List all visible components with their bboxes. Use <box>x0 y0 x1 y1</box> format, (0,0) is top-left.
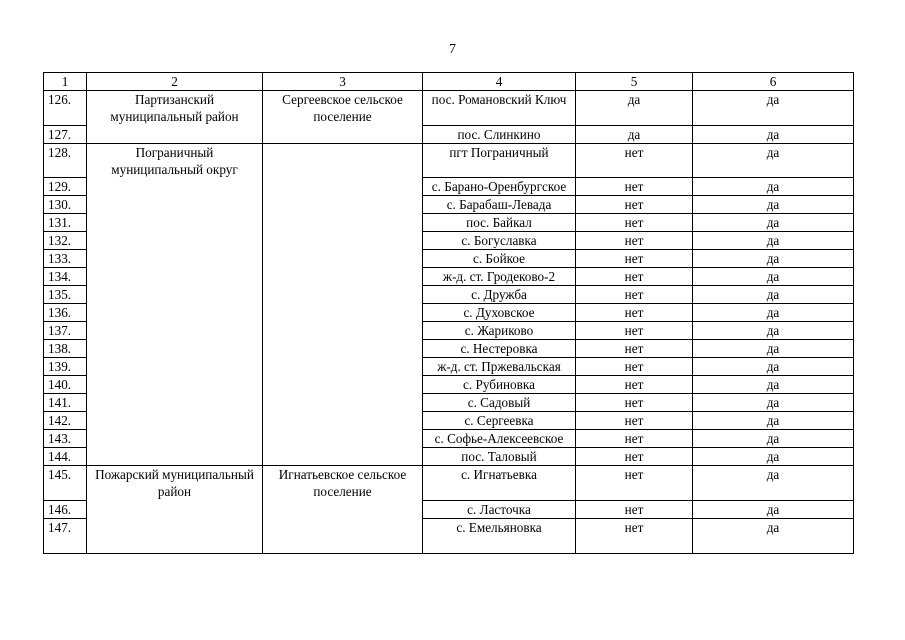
row-number: 131. <box>44 214 87 232</box>
col5-cell: нет <box>576 412 693 430</box>
locality-cell: с. Игнатьевка <box>423 466 576 501</box>
settlement-cell: Игнатьевское сельское поселение <box>263 466 423 501</box>
district-cell <box>87 500 263 518</box>
col6-cell: да <box>693 358 854 376</box>
col6-cell: да <box>693 143 854 178</box>
row-number: 138. <box>44 340 87 358</box>
col6-cell: да <box>693 125 854 143</box>
col6-cell: да <box>693 412 854 430</box>
district-cell: Пожарский муниципальный район <box>87 466 263 501</box>
row-number: 128. <box>44 143 87 178</box>
table-row <box>44 518 854 553</box>
settlement-cell <box>263 214 423 232</box>
col5-cell: нет <box>576 448 693 466</box>
settlement-cell <box>263 322 423 340</box>
district-cell <box>87 376 263 394</box>
district-cell <box>87 518 263 553</box>
col5-cell: нет <box>576 394 693 412</box>
table-row <box>44 358 854 376</box>
locality-cell: с. Ласточка <box>423 500 576 518</box>
district-cell <box>87 268 263 286</box>
col6-cell: да <box>693 286 854 304</box>
locality-cell: пос. Слинкино <box>423 125 576 143</box>
table-row <box>44 125 854 143</box>
district-cell <box>87 448 263 466</box>
locality-cell: с. Сергеевка <box>423 412 576 430</box>
col5-cell: нет <box>576 518 693 553</box>
table-row <box>44 448 854 466</box>
col6-cell: да <box>693 500 854 518</box>
locality-cell: ж-д. ст. Гродеково-2 <box>423 268 576 286</box>
col-header-4: 4 <box>423 73 576 91</box>
table-row <box>44 340 854 358</box>
col6-cell: да <box>693 518 854 553</box>
settlement-cell <box>263 500 423 518</box>
col6-cell: да <box>693 322 854 340</box>
row-number: 137. <box>44 322 87 340</box>
col6-cell: да <box>693 268 854 286</box>
col6-cell: да <box>693 466 854 501</box>
locality-cell: с. Барабаш-Левада <box>423 196 576 214</box>
district-cell <box>87 358 263 376</box>
district-cell: Партизанский муниципальный район <box>87 91 263 126</box>
row-number: 136. <box>44 304 87 322</box>
col5-cell: да <box>576 91 693 126</box>
table-row <box>44 178 854 196</box>
row-number: 133. <box>44 250 87 268</box>
settlement-cell <box>263 518 423 553</box>
locality-cell: с. Софье-Алексеевское <box>423 430 576 448</box>
table-row <box>44 466 854 501</box>
col5-cell: нет <box>576 358 693 376</box>
district-cell <box>87 286 263 304</box>
settlement-cell <box>263 340 423 358</box>
row-number: 143. <box>44 430 87 448</box>
col5-cell: нет <box>576 304 693 322</box>
locality-cell: пос. Таловый <box>423 448 576 466</box>
settlement-cell <box>263 232 423 250</box>
row-number: 140. <box>44 376 87 394</box>
col5-cell: нет <box>576 178 693 196</box>
col5-cell: нет <box>576 466 693 501</box>
district-cell <box>87 196 263 214</box>
locality-cell: с. Емельяновка <box>423 518 576 553</box>
district-cell <box>87 430 263 448</box>
settlement-cell <box>263 125 423 143</box>
page-number: 7 <box>449 42 456 57</box>
settlement-cell <box>263 250 423 268</box>
locality-cell: с. Бойкое <box>423 250 576 268</box>
table-row <box>44 286 854 304</box>
settlement-cell <box>263 143 423 178</box>
col-header-1: 1 <box>44 73 87 91</box>
row-number: 130. <box>44 196 87 214</box>
col5-cell: нет <box>576 286 693 304</box>
district-cell <box>87 178 263 196</box>
row-number: 146. <box>44 500 87 518</box>
col6-cell: да <box>693 178 854 196</box>
col5-cell: нет <box>576 196 693 214</box>
col-header-3: 3 <box>263 73 423 91</box>
table-row <box>44 376 854 394</box>
settlement-cell <box>263 268 423 286</box>
col6-cell: да <box>693 448 854 466</box>
row-number: 126. <box>44 91 87 126</box>
district-cell <box>87 322 263 340</box>
col6-cell: да <box>693 376 854 394</box>
settlements-table <box>43 72 854 554</box>
col6-cell: да <box>693 430 854 448</box>
col5-cell: нет <box>576 268 693 286</box>
district-cell <box>87 394 263 412</box>
settlement-cell <box>263 178 423 196</box>
locality-cell: с. Садовый <box>423 394 576 412</box>
table-row <box>44 500 854 518</box>
district-cell <box>87 250 263 268</box>
col5-cell: нет <box>576 232 693 250</box>
row-number: 134. <box>44 268 87 286</box>
locality-cell: с. Богуславка <box>423 232 576 250</box>
district-cell: Пограничный муниципальный округ <box>87 143 263 178</box>
row-number: 135. <box>44 286 87 304</box>
district-cell <box>87 340 263 358</box>
col6-cell: да <box>693 91 854 126</box>
settlement-cell <box>263 358 423 376</box>
settlement-cell <box>263 286 423 304</box>
row-number: 141. <box>44 394 87 412</box>
table-row <box>44 412 854 430</box>
table-row <box>44 430 854 448</box>
col-header-5: 5 <box>576 73 693 91</box>
col6-cell: да <box>693 304 854 322</box>
col6-cell: да <box>693 196 854 214</box>
locality-cell: пгт Пограничный <box>423 143 576 178</box>
col5-cell: нет <box>576 500 693 518</box>
locality-cell: ж-д. ст. Пржевальская <box>423 358 576 376</box>
row-number: 139. <box>44 358 87 376</box>
locality-cell: пос. Байкал <box>423 214 576 232</box>
district-cell <box>87 232 263 250</box>
col5-cell: нет <box>576 376 693 394</box>
col5-cell: нет <box>576 340 693 358</box>
col5-cell: нет <box>576 214 693 232</box>
table-row <box>44 394 854 412</box>
settlement-cell <box>263 196 423 214</box>
col5-cell: нет <box>576 143 693 178</box>
row-number: 129. <box>44 178 87 196</box>
locality-cell: с. Нестеровка <box>423 340 576 358</box>
col5-cell: нет <box>576 430 693 448</box>
district-cell <box>87 214 263 232</box>
locality-cell: с. Жариково <box>423 322 576 340</box>
settlement-cell <box>263 412 423 430</box>
table-row <box>44 304 854 322</box>
row-number: 127. <box>44 125 87 143</box>
settlement-cell <box>263 304 423 322</box>
col6-cell: да <box>693 232 854 250</box>
district-cell <box>87 412 263 430</box>
settlement-cell <box>263 394 423 412</box>
col-header-2: 2 <box>87 73 263 91</box>
settlement-cell: Сергеевское сельское поселение <box>263 91 423 126</box>
row-number: 145. <box>44 466 87 501</box>
table-row <box>44 322 854 340</box>
locality-cell: с. Духовское <box>423 304 576 322</box>
col-header-6: 6 <box>693 73 854 91</box>
table-header-row <box>44 73 854 91</box>
row-number: 144. <box>44 448 87 466</box>
settlement-cell <box>263 376 423 394</box>
row-number: 142. <box>44 412 87 430</box>
locality-cell: с. Дружба <box>423 286 576 304</box>
row-number: 132. <box>44 232 87 250</box>
locality-cell: с. Барано-Оренбургское <box>423 178 576 196</box>
col6-cell: да <box>693 214 854 232</box>
table-row <box>44 196 854 214</box>
table-row <box>44 214 854 232</box>
row-number: 147. <box>44 518 87 553</box>
table-row <box>44 91 854 126</box>
district-cell <box>87 125 263 143</box>
settlement-cell <box>263 448 423 466</box>
district-cell <box>87 304 263 322</box>
col5-cell: нет <box>576 250 693 268</box>
locality-cell: пос. Романовский Ключ <box>423 91 576 126</box>
col6-cell: да <box>693 340 854 358</box>
table-row <box>44 250 854 268</box>
table-row <box>44 143 854 178</box>
col6-cell: да <box>693 250 854 268</box>
col5-cell: да <box>576 125 693 143</box>
col5-cell: нет <box>576 322 693 340</box>
table-row <box>44 232 854 250</box>
table-row <box>44 268 854 286</box>
locality-cell: с. Рубиновка <box>423 376 576 394</box>
settlement-cell <box>263 430 423 448</box>
col6-cell: да <box>693 394 854 412</box>
